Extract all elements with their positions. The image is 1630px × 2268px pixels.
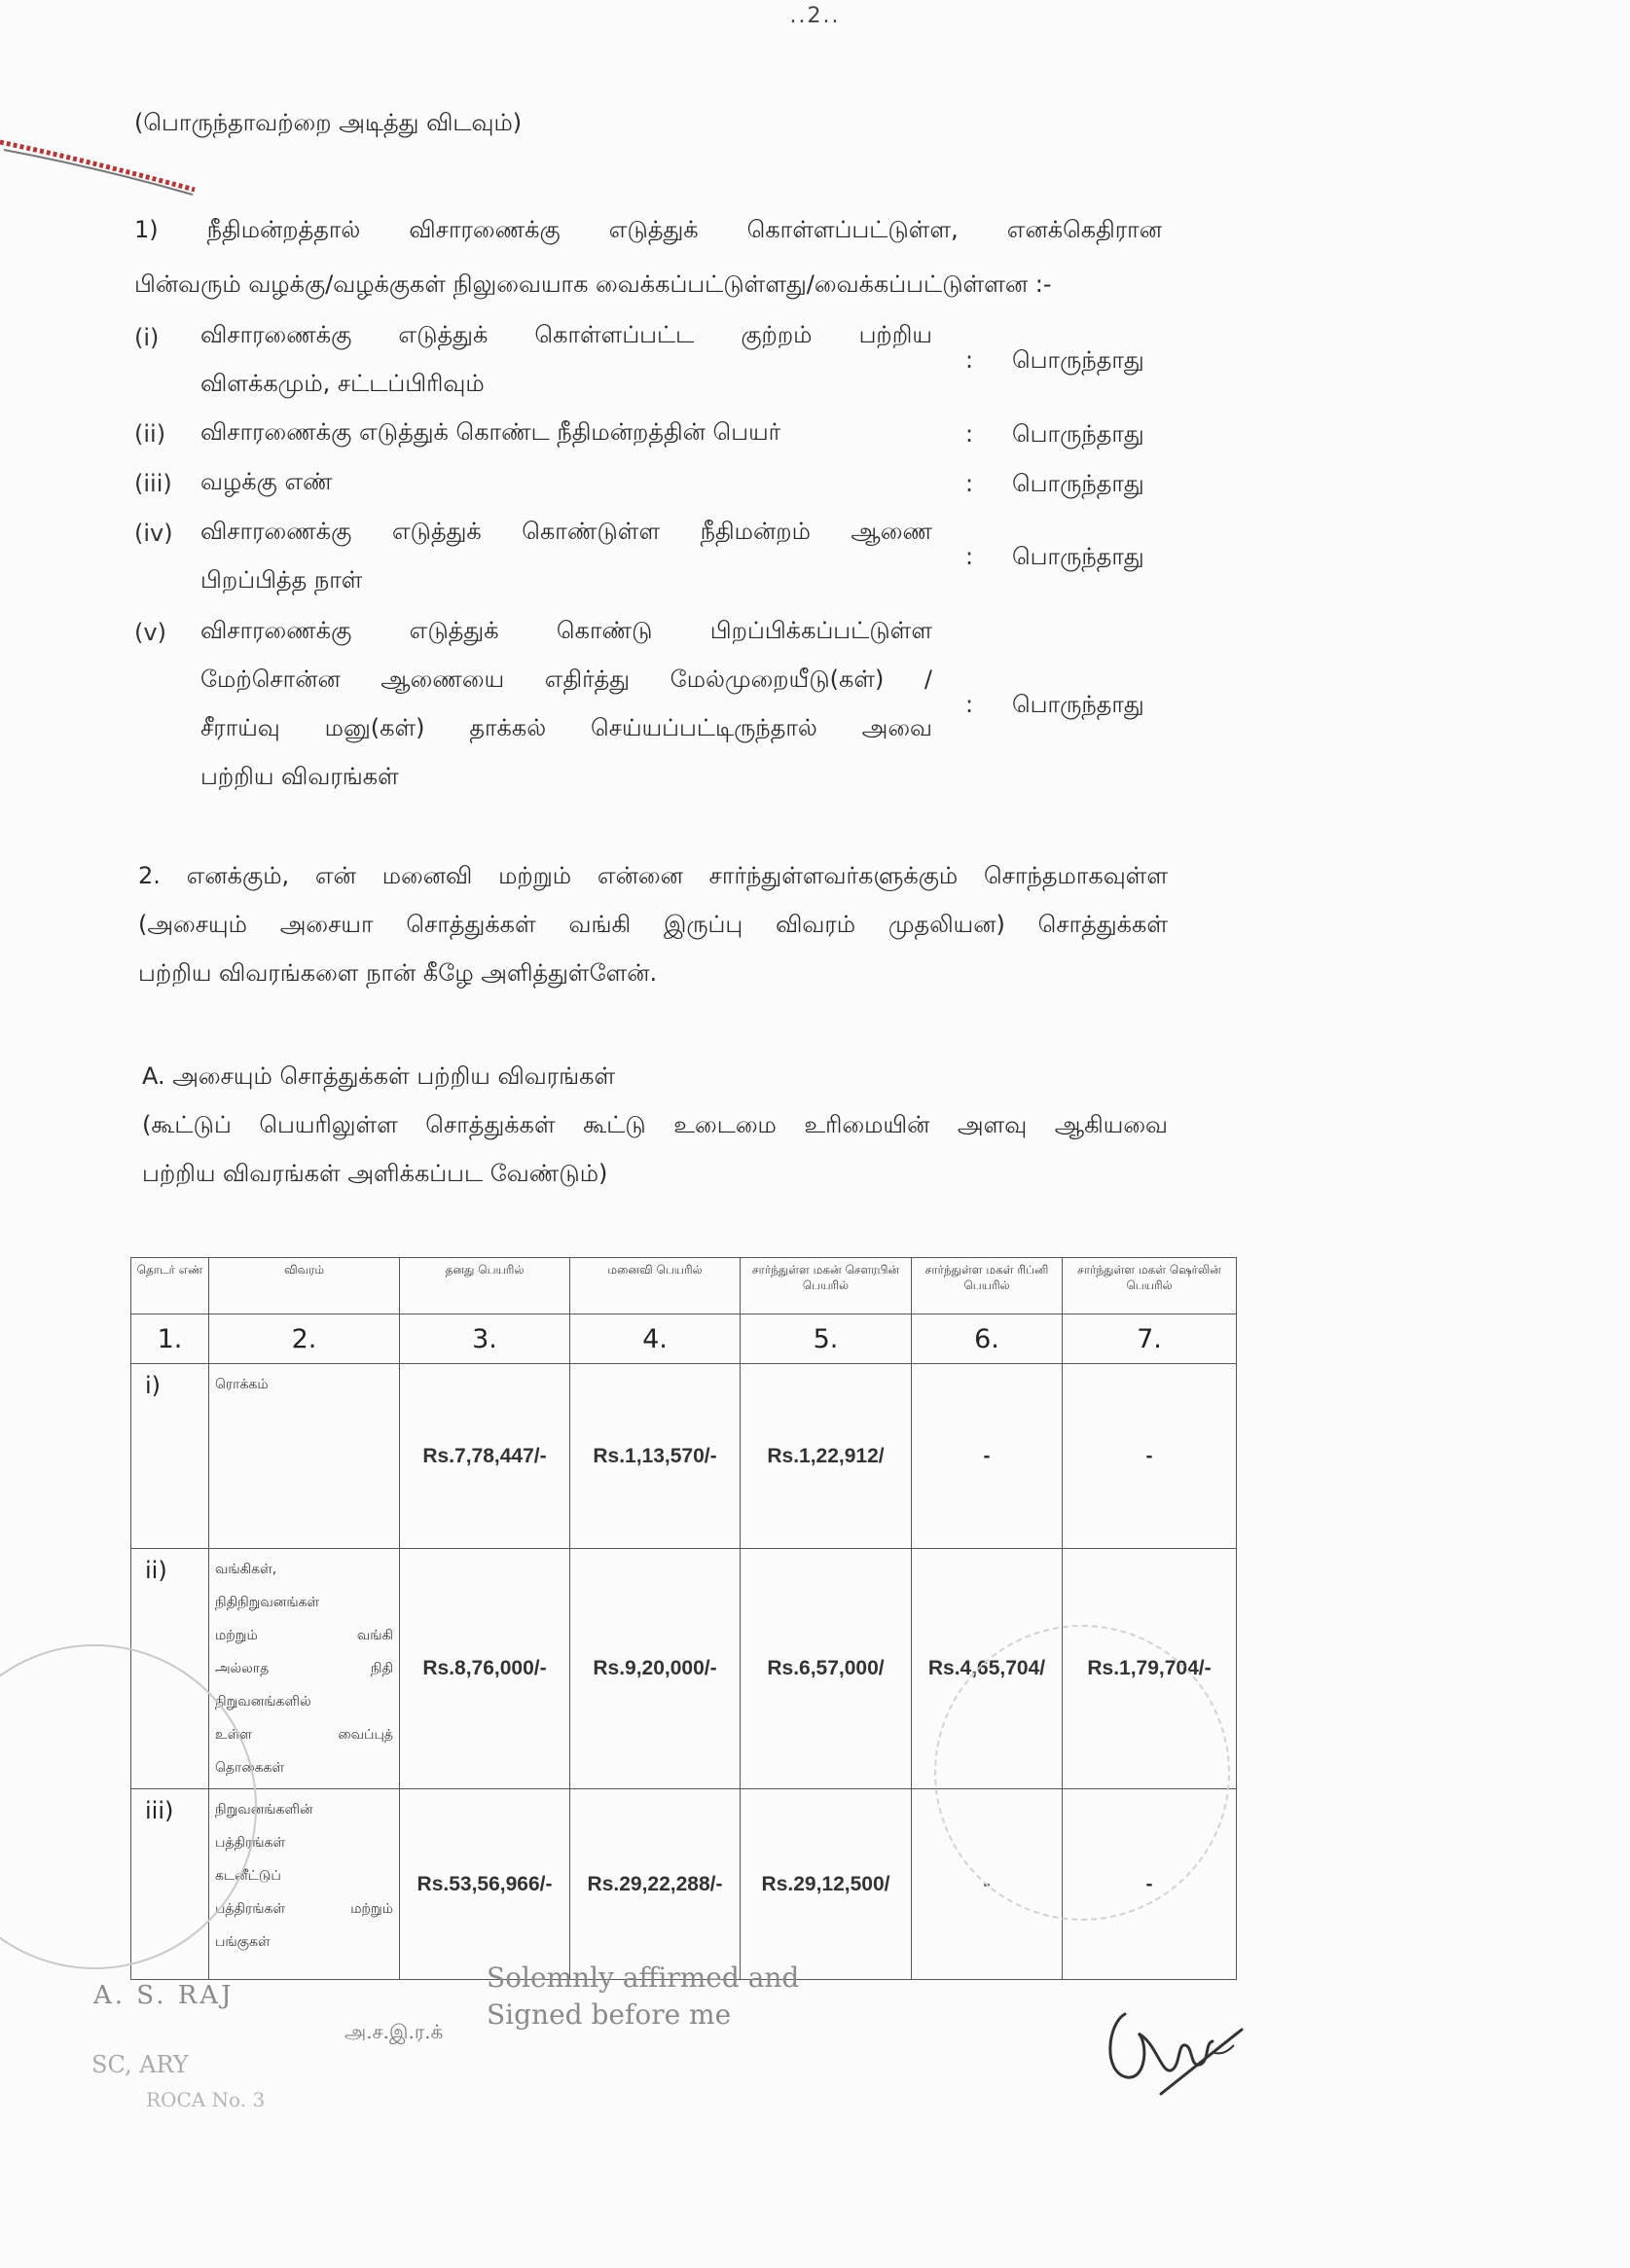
attestation-line1: Solemnly affirmed and	[487, 1962, 800, 1994]
sectionA-note-line2: பற்றிய விவரங்கள் அளிக்கப்பட வேண்டும்)	[142, 1160, 608, 1187]
row-ii-desc-line: அல்லாத நிதி	[215, 1661, 393, 1676]
attestation-line2: Signed before me	[487, 1998, 732, 2031]
item-i-number: (i)	[134, 324, 160, 351]
row-i-son: Rs.1,22,912/	[741, 1364, 912, 1549]
row-ii-daughter2: Rs.1,79,704/-	[1063, 1549, 1237, 1789]
item-iv-line2: பிறப்பித்த நாள்	[200, 566, 363, 594]
row-iii-daughter2: -	[1063, 1789, 1237, 1980]
section2-line1: 2. எனக்கும், என் மனைவி மற்றும் என்னை சார்ந்துள்ளவர்களுக்கும் சொந்தமாகவுள்ள	[138, 862, 1168, 889]
signature	[1088, 1985, 1253, 2102]
item-v-number: (v)	[134, 619, 166, 646]
section2-line3: பற்றிய விவரங்களை நான் கீழே அளித்துள்ளேன்.	[138, 959, 658, 987]
header-self: தனது பெயரில்	[400, 1258, 570, 1314]
row-ii-daughter1: Rs.4,65,704/	[912, 1549, 1063, 1789]
row-iii-daughter1: -	[912, 1789, 1063, 1980]
item-i-colon: :	[965, 346, 974, 374]
section1-para-line1: 1) நீதிமன்றத்தால் விசாரணைக்கு எடுத்துக் கொள்ளப்பட்டுள்ள, எனக்கெதிரான	[134, 216, 1162, 243]
row-i-daughter2: -	[1063, 1364, 1237, 1549]
col-num-4: 4.	[570, 1314, 741, 1364]
item-ii-number: (ii)	[134, 420, 166, 448]
row-ii-son: Rs.6,57,000/	[741, 1549, 912, 1789]
row-ii-desc-line: வங்கிகள்,	[215, 1562, 277, 1577]
table-header-row	[131, 1258, 1237, 1314]
row-iii-number: iii)	[131, 1789, 209, 1980]
row-iii-son: Rs.29,12,500/	[741, 1789, 912, 1980]
page-number: ..2..	[789, 4, 841, 28]
row-ii-desc-line: தொகைகள்	[215, 1760, 285, 1776]
col-num-5: 5.	[741, 1314, 912, 1364]
row-ii-desc-line: உள்ள வைப்புத்	[215, 1727, 393, 1743]
section1-para-line2: பின்வரும் வழக்கு/வழக்குகள் நிலுவையாக வைக்கப்பட்டுள்ளது/வைக்கப்பட்டுள்ளன :-	[134, 270, 1052, 298]
row-ii-wife: Rs.9,20,000/-	[570, 1549, 741, 1789]
column-number-row	[131, 1314, 1237, 1364]
item-v-colon: :	[965, 691, 974, 718]
row-ii-desc-line: நிறுவனங்களில்	[215, 1694, 311, 1710]
col-num-6: 6.	[912, 1314, 1063, 1364]
item-i-line1: விசாரணைக்கு எடுத்துக் கொள்ளப்பட்ட குற்றம் பற்றிய	[200, 321, 932, 348]
row-i-self: Rs.7,78,447/-	[400, 1364, 570, 1549]
item-v-value: பொருந்தாது	[1012, 691, 1144, 718]
row-i-desc-line: ரொக்கம்	[215, 1377, 269, 1392]
item-iii-number: (iii)	[134, 470, 172, 497]
row-iii-desc-line: கடனீட்டுப்	[215, 1868, 281, 1884]
item-iv-colon: :	[965, 543, 974, 570]
item-v-line2: மேற்சொன்ன ஆணையை எதிர்த்து மேல்முறையீடு(கள்) /	[200, 666, 932, 693]
header-son: சார்ந்துள்ள மகன் சௌரபின் பெயரில்	[741, 1258, 912, 1314]
col-num-3: 3.	[400, 1314, 570, 1364]
item-iv-line1: விசாரணைக்கு எடுத்துக் கொண்டுள்ள நீதிமன்றம் ஆணை	[200, 518, 932, 545]
header-daughter2: சார்ந்துள்ள மகள் ஷெர்லின் பெயரில்	[1063, 1258, 1237, 1314]
item-iv-number: (iv)	[134, 520, 173, 547]
item-v-line4: பற்றிய விவரங்கள்	[200, 763, 399, 790]
item-i-line2: விளக்கமும், சட்டப்பிரிவும்	[200, 370, 485, 397]
row-ii-desc-line: மற்றும் வங்கி	[215, 1628, 393, 1643]
row-iii-desc-line: பத்திரங்கள்	[215, 1835, 286, 1851]
staple-thread-mark	[0, 136, 204, 204]
section2-line2: (அசையும் அசையா சொத்துக்கள் வங்கி இருப்பு விவரம் முதலியன) சொத்துக்கள்	[138, 911, 1168, 938]
item-iii-colon: :	[965, 470, 974, 497]
notary-stamp-line1: A. S. RAJ	[93, 1981, 235, 2010]
item-ii-value: பொருந்தாது	[1012, 420, 1144, 448]
item-i-value: பொருந்தாது	[1012, 346, 1144, 374]
row-i-wife: Rs.1,13,570/-	[570, 1364, 741, 1549]
col-num-1: 1.	[131, 1314, 209, 1364]
row-ii-number: ii)	[131, 1549, 209, 1789]
item-iii-value: பொருந்தாது	[1012, 470, 1144, 497]
item-iv-value: பொருந்தாது	[1012, 543, 1144, 570]
row-i-number: i)	[131, 1364, 209, 1549]
item-v-line3: சீராய்வு மனு(கள்) தாக்கல் செய்யப்பட்டிருந்தால் அவை	[200, 714, 932, 741]
row-iii-self: Rs.53,56,966/-	[400, 1789, 570, 1980]
row-iii-desc-line: பங்குகள்	[215, 1934, 271, 1950]
item-iii-line1: வழக்கு எண்	[200, 468, 333, 495]
col-num-7: 7.	[1063, 1314, 1237, 1364]
notary-stamp-line2: அ.ச.இ.ர.க்	[344, 2020, 444, 2043]
header-description: விவரம்	[209, 1258, 400, 1314]
row-iii-desc-line: பத்திரங்கள் மற்றும்	[215, 1901, 393, 1917]
row-i-daughter1: -	[912, 1364, 1063, 1549]
instruction-text: (பொருந்தாவற்றை அடித்து விடவும்)	[134, 109, 523, 136]
notary-stamp-line3: SC, ARY	[91, 2051, 189, 2078]
row-iii-wife: Rs.29,22,288/-	[570, 1789, 741, 1980]
item-ii-colon: :	[965, 420, 974, 448]
row-iii-desc-line: நிறுவனங்களின்	[215, 1802, 313, 1818]
header-serial: தொடர் எண்	[131, 1258, 209, 1314]
sectionA-title: A. அசையும் சொத்துக்கள் பற்றிய விவரங்கள்	[142, 1062, 616, 1090]
item-ii-line1: விசாரணைக்கு எடுத்துக் கொண்ட நீதிமன்றத்தின் பெயர்	[200, 418, 781, 446]
notary-stamp-line4: ROCA No. 3	[146, 2088, 266, 2111]
faint-seal-right	[934, 1625, 1230, 1921]
sectionA-note-line1: (கூட்டுப் பெயரிலுள்ள சொத்துக்கள் கூட்டு உடைமை உரிமையின் அளவு ஆகியவை	[142, 1111, 1168, 1138]
table-row	[131, 1364, 1237, 1549]
row-ii-desc-line: நிதிநிறுவனங்கள்	[215, 1595, 320, 1610]
row-i-description	[209, 1364, 400, 1549]
header-wife: மனைவி பெயரில்	[570, 1258, 741, 1314]
row-ii-self: Rs.8,76,000/-	[400, 1549, 570, 1789]
col-num-2: 2.	[209, 1314, 400, 1364]
header-daughter1: சார்ந்துள்ள மகள் ரிப்னி பெயரில்	[912, 1258, 1063, 1314]
item-v-line1: விசாரணைக்கு எடுத்துக் கொண்டு பிறப்பிக்கப்பட்டுள்ள	[200, 617, 932, 644]
